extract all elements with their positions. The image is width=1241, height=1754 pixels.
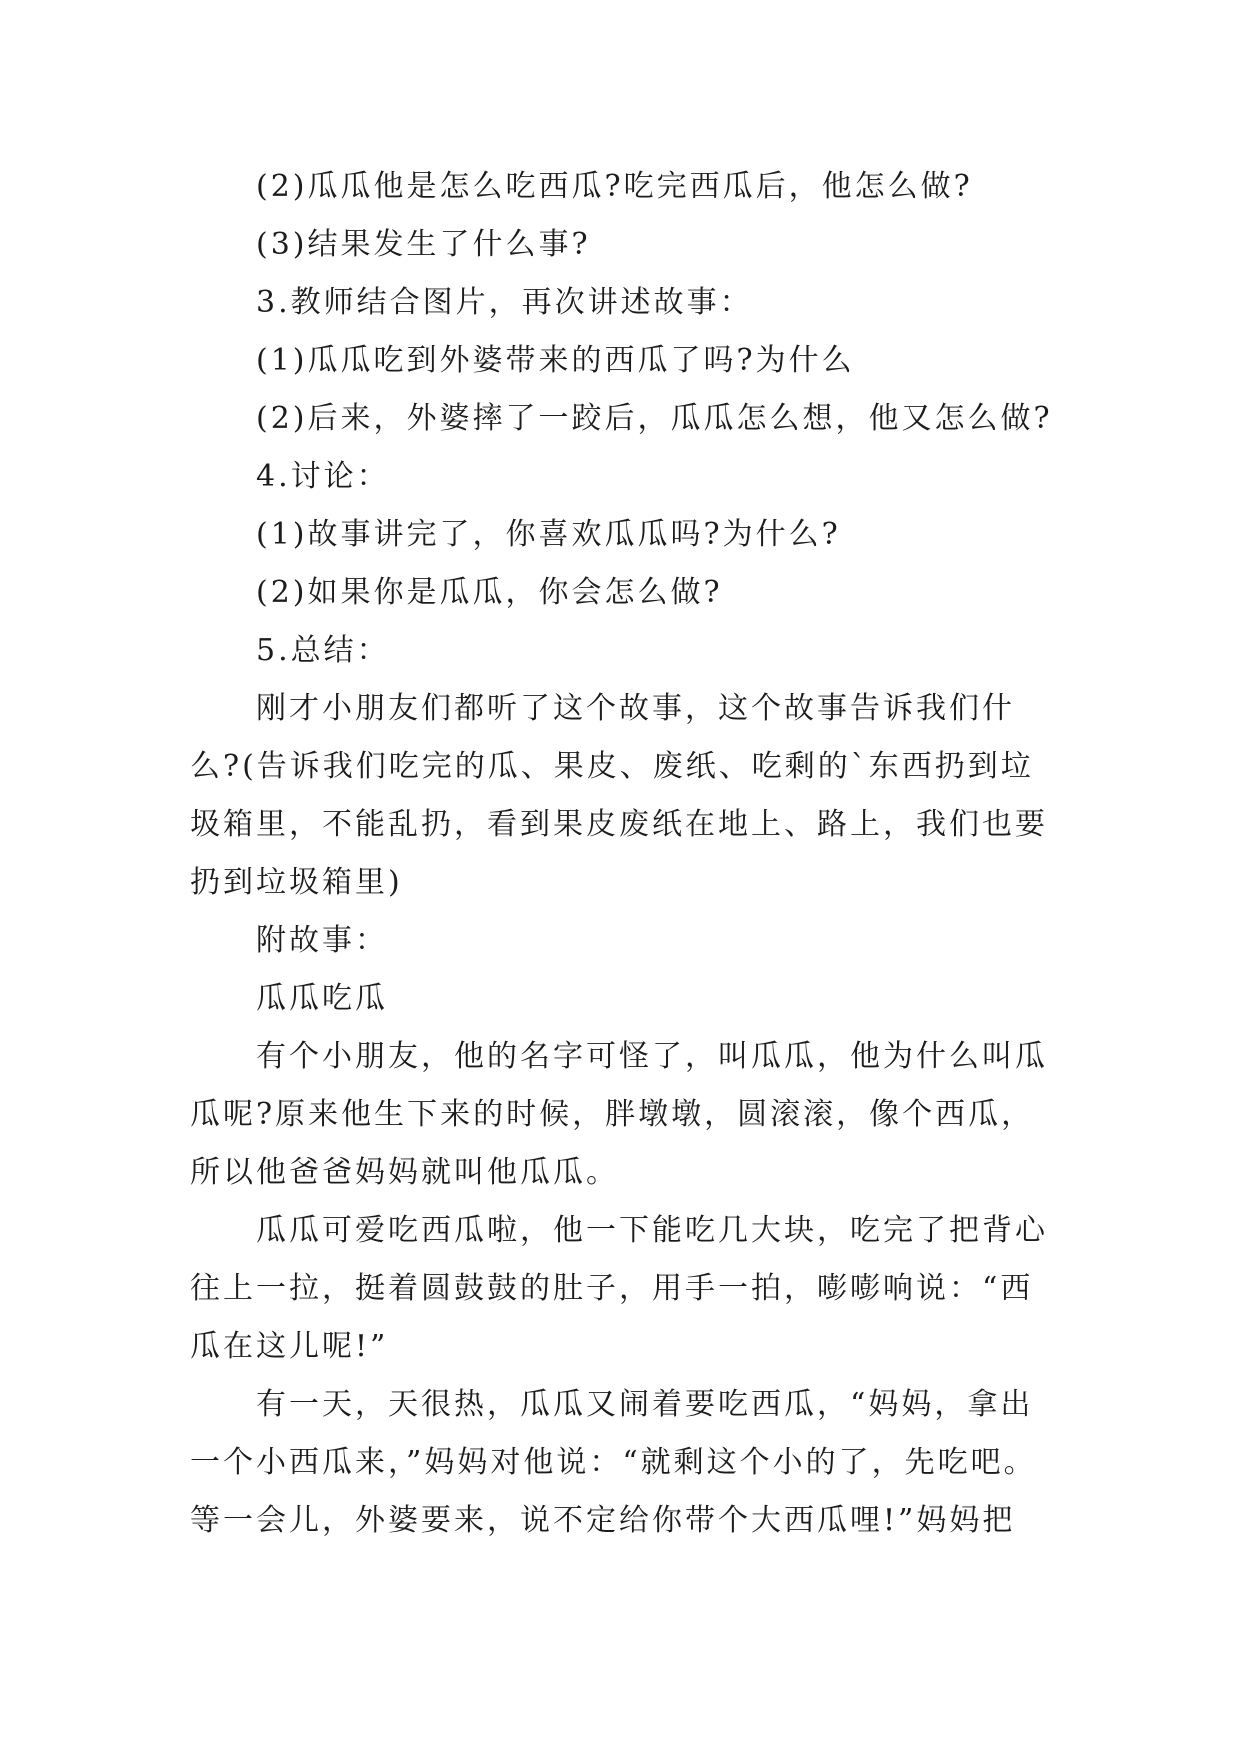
text-line: 4.讨论： [256, 459, 390, 494]
text-line: (2)如果你是瓜瓜，你会怎么做? [256, 575, 723, 610]
text-line: 瓜瓜吃瓜 [256, 981, 388, 1016]
text-line: 瓜瓜可爱吃西瓜啦，他一下能吃几大块，吃完了把背心 [256, 1213, 1048, 1248]
text-line: 所以他爸爸妈妈就叫他瓜瓜。 [190, 1155, 619, 1190]
text-line: 往上一拉，挺着圆鼓鼓的肚子，用手一拍，嘭嘭响说：“西 [190, 1271, 1034, 1306]
text-line: (1)故事讲完了，你喜欢瓜瓜吗?为什么? [256, 517, 841, 552]
text-line: 瓜在这儿呢!” [190, 1329, 389, 1364]
text-line: 瓜呢?原来他生下来的时候，胖墩墩，圆滚滚，像个西瓜， [190, 1097, 1035, 1132]
text-line: (3)结果发生了什么事? [256, 227, 591, 262]
text-line: 么?(告诉我们吃完的瓜、果皮、废纸、吃剩的`东西扔到垃 [190, 749, 1034, 784]
text-line: 3.教师结合图片，再次讲述故事： [256, 285, 753, 320]
text-line: 扔到垃圾箱里) [190, 865, 403, 900]
text-line: (2)后来，外婆摔了一跤后，瓜瓜怎么想，他又怎么做? [256, 401, 1053, 436]
text-line: 有个小朋友，他的名字可怪了，叫瓜瓜，他为什么叫瓜 [256, 1039, 1048, 1074]
document-body [190, 158, 1060, 1550]
text-line: (1)瓜瓜吃到外婆带来的西瓜了吗?为什么 [256, 343, 855, 378]
text-line: 圾箱里，不能乱扔，看到果皮废纸在地上、路上，我们也要 [190, 807, 1048, 842]
text-line: 等一会儿，外婆要来，说不定给你带个大西瓜哩!”妈妈把 [190, 1503, 1016, 1538]
text-line: 一个小西瓜来，”妈妈对他说：“就剩这个小的了，先吃吧。 [190, 1445, 1037, 1480]
text-line: 5.总结： [256, 633, 390, 668]
text-line: (2)瓜瓜他是怎么吃西瓜?吃完西瓜后，他怎么做? [256, 169, 973, 204]
text-line: 刚才小朋友们都听了这个故事，这个故事告诉我们什 [256, 691, 1015, 726]
text-line: 附故事： [256, 923, 388, 958]
text-line: 有一天，天很热，瓜瓜又闹着要吃西瓜，“妈妈，拿出 [256, 1387, 1034, 1422]
